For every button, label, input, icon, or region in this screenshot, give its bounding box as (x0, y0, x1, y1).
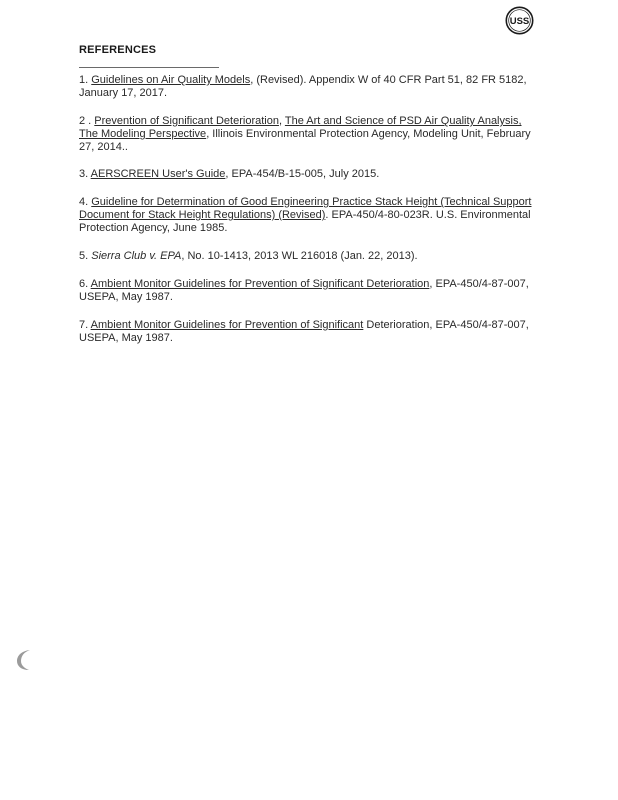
reference-details: , Illinois Environmental Protection Agency, Modeling Unit, February 27, 2014.. (79, 128, 531, 153)
reference-details: , (Revised). Appendix W of 40 CFR Part 51, 82 FR 5182, January 17, 2017. (79, 74, 527, 99)
reference-number: 1. (79, 74, 89, 86)
reference-5 (79, 250, 539, 263)
reference-details: , No. 10-1413, 2013 WL 216018 (Jan. 22, 2013). (181, 250, 418, 262)
reference-number: 2 . (79, 115, 92, 127)
reference-number: 6. (79, 278, 89, 290)
reference-details: , EPA-454/B-15-005, July 2015. (225, 168, 380, 180)
reference-title: Ambient Monitor Guidelines for Prevention of Significant (90, 319, 364, 331)
reference-6 (79, 278, 539, 304)
reference-title: Guideline for Determination of Good Engineering Practice Stack Height (Technical Support Document for Stack Height Regulations) (Revised) (79, 196, 532, 221)
heading-rule (79, 67, 219, 68)
reference-title: AERSCREEN User's Guide (90, 168, 226, 180)
references-heading: REFERENCES (79, 44, 157, 56)
reference-list (79, 74, 539, 345)
reference-details: Deterioration, EPA-450/4-87-007, USEPA, May 1987. (79, 319, 529, 344)
reference-2 (79, 115, 539, 154)
reference-4 (79, 196, 539, 235)
reference-case-name: Sierra Club v. EPA (91, 250, 182, 262)
crescent-mark-icon (14, 647, 36, 673)
reference-number: 7. (79, 319, 89, 331)
uss-logo (505, 6, 534, 35)
reference-title: Prevention of Significant Deterioration (94, 115, 279, 127)
reference-7 (79, 319, 539, 345)
reference-details: . EPA-450/4-80-023R. U.S. Environmental Protection Agency, June 1985. (79, 209, 531, 234)
reference-separator: , (278, 115, 285, 127)
reference-title: Ambient Monitor Guidelines for Prevention of Significant Deterioration (90, 278, 430, 290)
reference-number: 5. (79, 250, 89, 262)
reference-1 (79, 74, 539, 100)
logo-text: USS (509, 16, 530, 28)
reference-number: 3. (79, 168, 89, 180)
reference-title-secondary: The Art and Science of PSD Air Quality Analysis, The Modeling Perspective (79, 115, 522, 140)
reference-title: Guidelines on Air Quality Models (91, 74, 251, 86)
reference-3 (79, 168, 539, 181)
reference-number: 4. (79, 196, 89, 208)
reference-details: , EPA-450/4-87-007, USEPA, May 1987. (79, 278, 529, 303)
